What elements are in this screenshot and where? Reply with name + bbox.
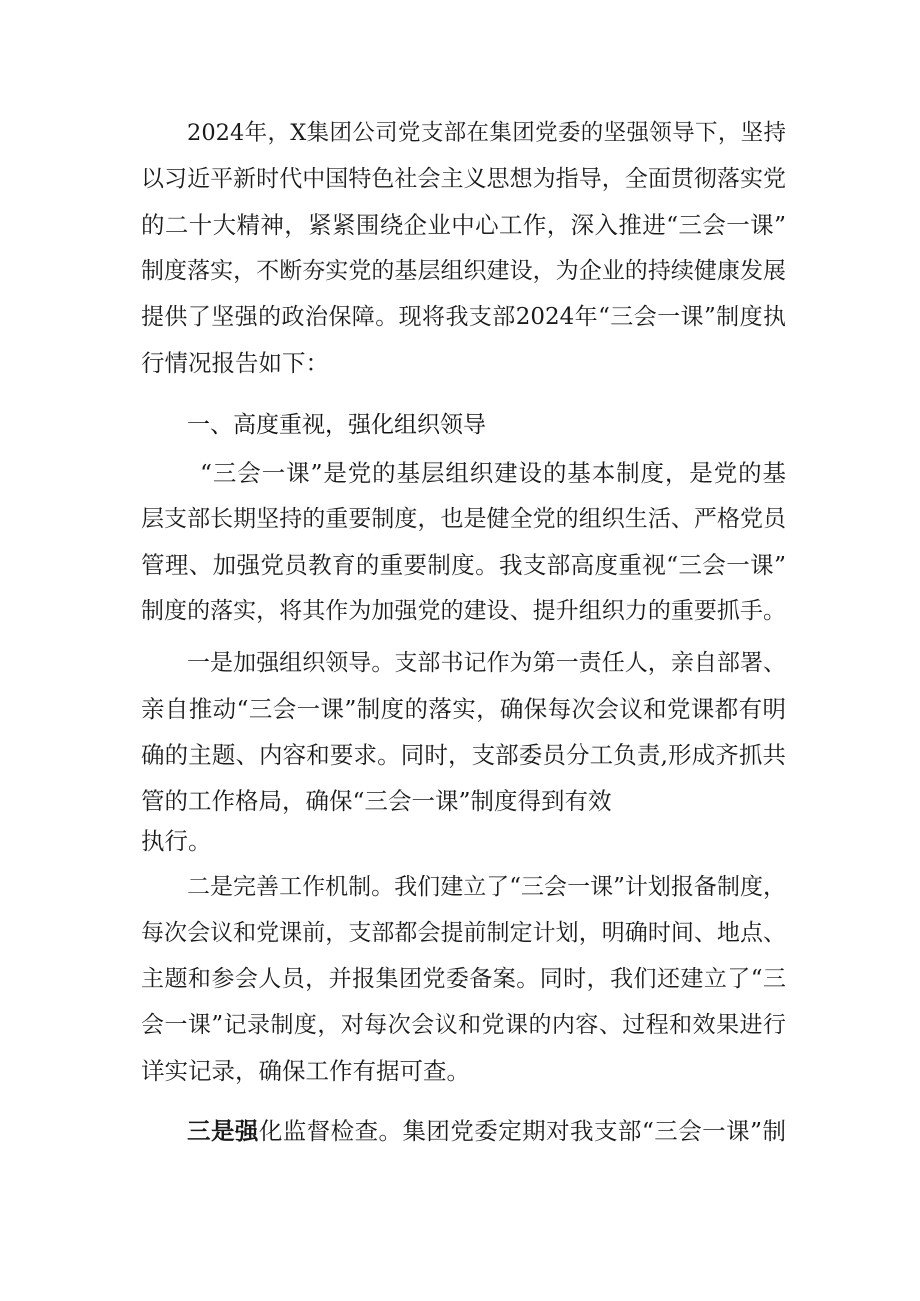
- section1-line-1: “三会一课”是党的基层组织建设的基本制度，是党的基: [200, 459, 786, 487]
- section1-line-3: 管理、加强党员教育的重要制度。我支部高度重视“三会一课”: [141, 551, 786, 579]
- intro-line-4: 制度落实，不断夯实党的基层组织建设，为企业的持续健康发展: [141, 258, 786, 284]
- point2-line-2: 每次会议和党课前，支部都会提前制定计划，明确时间、地点、: [141, 920, 786, 946]
- section-heading-1: 一、高度重视，强化组织领导: [187, 412, 486, 438]
- intro-line-2: 以习近平新时代中国特色社会主义思想为指导，全面贯彻落实党: [141, 166, 786, 192]
- section1-line-2: 层支部长期坚持的重要制度，也是健全党的组织生活、严格党员: [141, 506, 786, 532]
- point2-line-5: 详实记录，确保工作有据可查。: [141, 1057, 470, 1085]
- point1-line-2: 亲自推动“三会一课”制度的落实，确保每次会议和党课都有明: [141, 695, 786, 723]
- point1-line-4: 管的工作格局，确保“三会一课”制度得到有效: [141, 787, 612, 815]
- intro-line-1: 2024年，X集团公司党支部在集团党委的坚强领导下，坚持: [187, 120, 786, 146]
- point3-lead: 三是强: [187, 1117, 259, 1145]
- intro-line-5: 提供了坚强的政治保障。现将我支部2024年“三会一课”制度执: [141, 304, 786, 330]
- point2-line-3: 主题和参会人员，并报集团党委备案。同时，我们还建立了“三: [141, 966, 786, 992]
- point2-line-1: 二是完善工作机制。我们建立了“三会一课”计划报备制度，: [187, 874, 786, 900]
- point1-line-1: 一是加强组织领导。支部书记作为第一责任人，亲自部署、: [187, 650, 786, 676]
- point2-line-4: 会一课”记录制度，对每次会议和党课的内容、过程和效果进行: [141, 1012, 786, 1038]
- intro-line-6: 行情况报告如下：: [141, 349, 329, 377]
- point3-line-1: [187, 1116, 786, 1146]
- intro-line-3: 的二十大精神，紧紧围绕企业中心工作，深入推进“三会一课”: [141, 211, 786, 239]
- point1-line-3: 确的主题、内容和要求。同时，支部委员分工负责,形成齐抓共: [141, 741, 786, 769]
- section1-line-4: 制度的落实，将其作为加强党的建设、提升组织力的重要抓手。: [141, 598, 786, 624]
- point1-line-5: 执行。: [141, 827, 212, 855]
- point3-rest: 化监督检查。集团党委定期对我支部“三会一课”制: [258, 1117, 787, 1145]
